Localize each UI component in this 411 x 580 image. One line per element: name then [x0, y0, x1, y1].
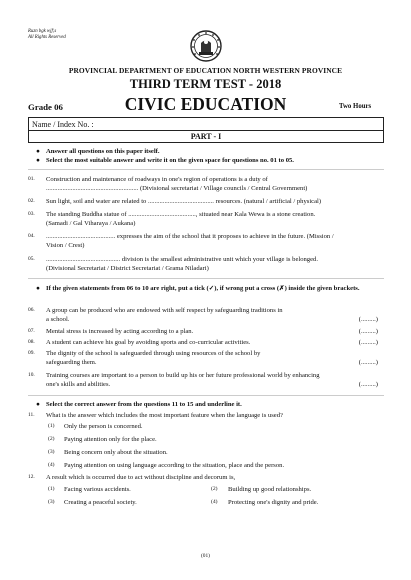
answer-bracket[interactable]: (.........) — [358, 381, 378, 389]
subject-title: CIVIC EDUCATION — [124, 94, 287, 114]
question-10: 10. Training courses are important to a person to build up his or her future professional world by enhancing one's skills and abilities. (.........) — [28, 372, 378, 389]
answer-bracket[interactable]: (.........) — [358, 328, 378, 335]
grade-label: Grade 06 — [28, 102, 63, 112]
answer-bracket[interactable]: (.........) — [358, 316, 378, 324]
question-11: 11. What is the answer which includes the most important feature when the language is used? — [28, 412, 283, 419]
question-09: 09. The dignity of the school is safeguarded through using resources of the school by safeguarding them. (.........) — [28, 350, 378, 367]
bullet-icon: ● — [36, 401, 40, 408]
question-12: 12. A result which is occurred due to act without discipline and decorum is, — [28, 474, 236, 481]
question-02: 02. Sun light, soil and water are related to ........................................ resources. (natural / artificial / physical) — [28, 198, 322, 205]
instruction-item: ● Select the most suitable answer and write it on the given space for questions no. 01 to 05. — [36, 157, 294, 164]
duration-label: Two Hours — [339, 103, 372, 110]
instruction-item: ● If the given statements from 06 to 10 are right, put a tick (✓), if wrong put a cross (✗) inside the given brackets. — [36, 285, 360, 292]
copyright-notice — [28, 29, 66, 41]
divider — [28, 278, 384, 279]
question-08: 08. A student can achieve his goal by avoiding sports and co-curricular activities. (.........) — [28, 339, 378, 346]
part-heading: PART - I — [28, 131, 384, 143]
page-number: (01) — [201, 553, 210, 559]
question-06: 06. A group can be produced who are endowed with self respect by safeguarding traditions in a school. (.........) — [28, 307, 378, 324]
divider — [28, 169, 384, 170]
test-title: THIRD TERM TEST - 2018 — [129, 77, 282, 91]
divider — [28, 395, 384, 396]
answer-bracket[interactable]: (.........) — [358, 359, 378, 367]
department-title: PROVINCIAL DEPARTMENT OF EDUCATION NORTH WESTERN PROVINCE — [68, 66, 343, 75]
bullet-icon: ● — [36, 157, 40, 164]
answer-bracket[interactable]: (.........) — [358, 339, 378, 346]
bullet-icon: ● — [36, 148, 40, 155]
instruction-item: ● Select the correct answer from the questions 11 to 15 and underline it. — [36, 401, 242, 408]
name-index-field[interactable]: Name / Index No. : — [28, 117, 384, 131]
bullet-icon: ● — [36, 285, 40, 292]
emblem-icon — [190, 30, 222, 62]
copyright-sinhala: Ruzn bgk wjf;s — [28, 29, 57, 34]
question-05: 05. ............................................. division is the smallest administrative unit which your village is belonged. (Divisional Secretariat / District Secretariat / Grama Niladari) — [28, 256, 318, 273]
instruction-item: ● Answer all questions on this paper itself. — [36, 148, 160, 155]
question-07: 07. Mental stress is increased by acting according to a plan. (.........) — [28, 328, 378, 335]
question-01: 01. Construction and maintenance of roadways in one's region of operations is a duty of ........................................................ (Divisional secretariat / Village councils / Central Government) — [28, 176, 308, 193]
copyright-english: All Rights Reserved — [28, 35, 66, 40]
question-03: 03. The standing Buddha statue of ........................................., situated near Kala Wewa is a stone creation. (Samadi / Gal Viharaya / Aukana) — [28, 211, 316, 228]
question-04: 04. .......................................... expresses the aim of the school that it proposes to achieve in the future. (Mission / Vision / Crest) — [28, 233, 334, 250]
